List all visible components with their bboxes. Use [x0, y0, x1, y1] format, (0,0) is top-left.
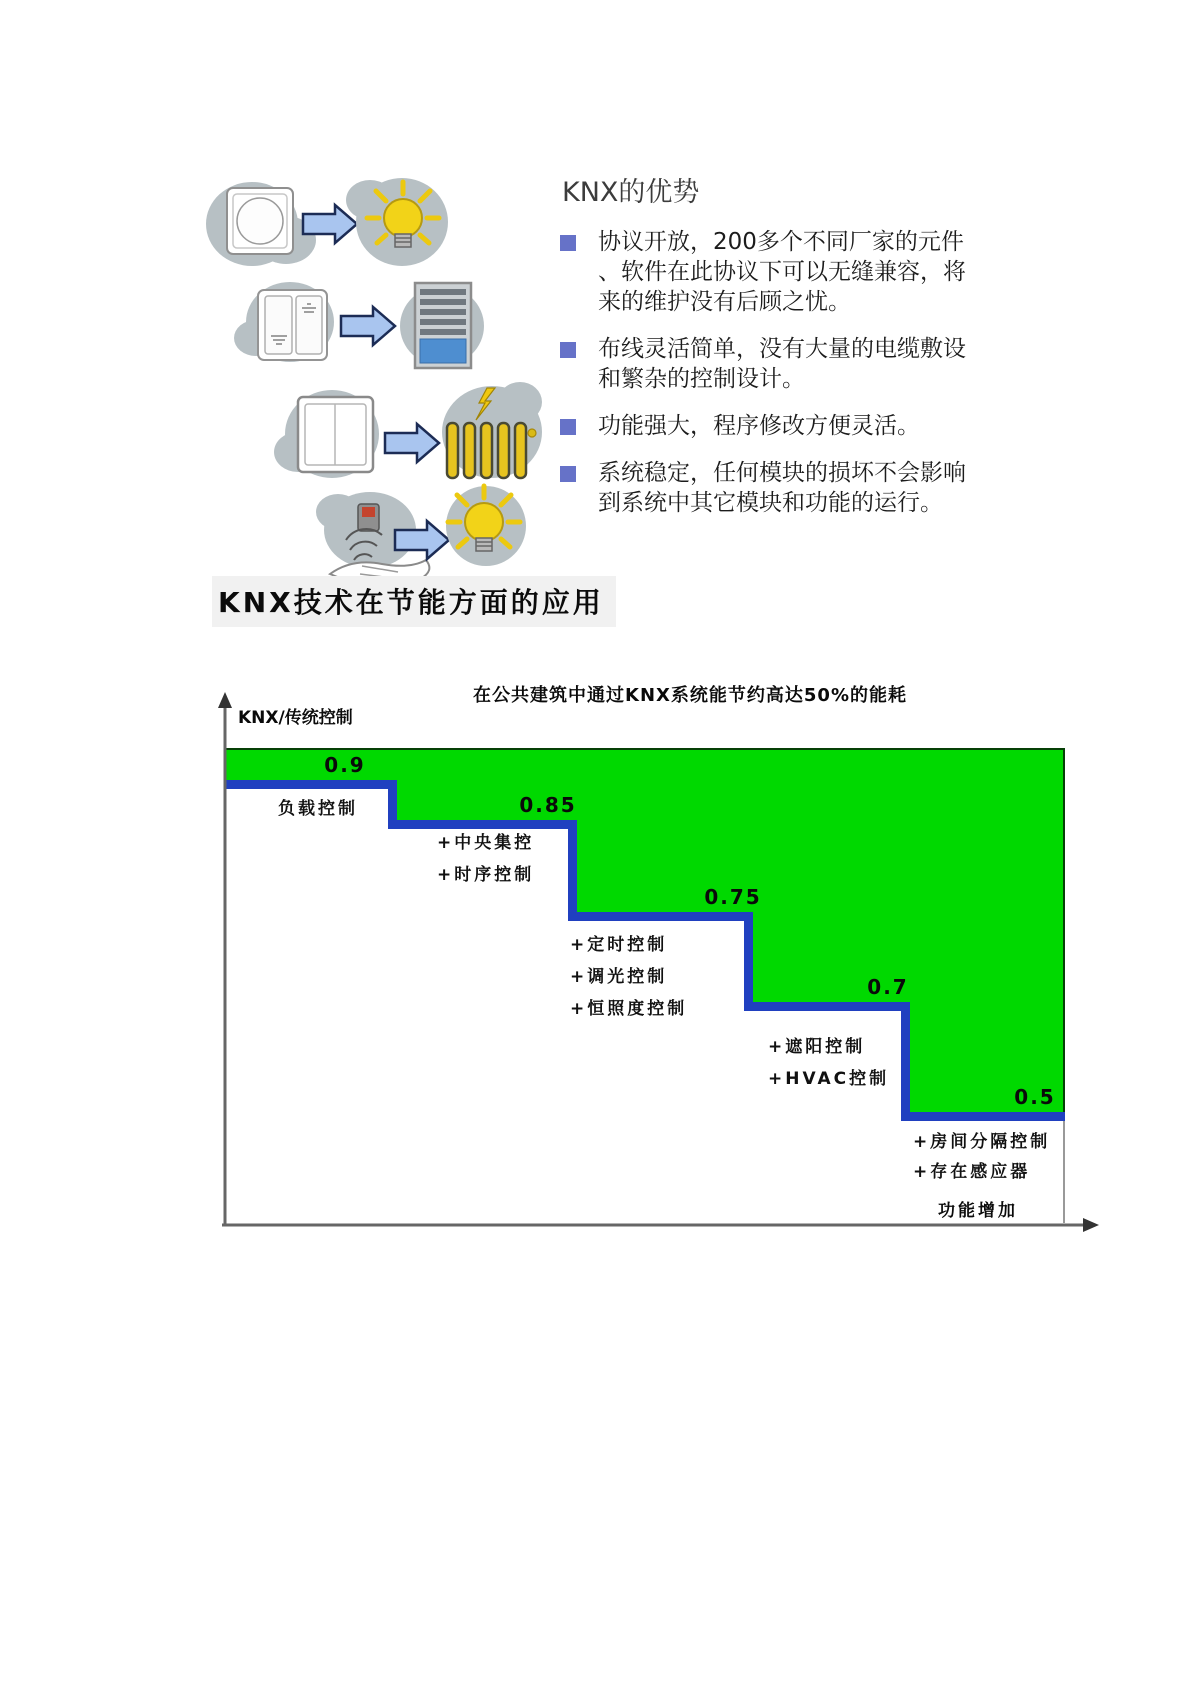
illustration-row — [234, 282, 484, 368]
bullet-line: 布线灵活简单，没有大量的电缆敷设 — [598, 336, 966, 362]
step-function-label: +房间分隔控制 — [913, 1132, 1051, 1152]
bullet-line: 系统稳定，任何模块的损坏不会影响 — [598, 460, 966, 486]
step-value-label: 0.85 — [519, 793, 577, 817]
advantages-block — [560, 170, 996, 535]
bullet-square-icon — [560, 235, 576, 251]
advantage-bullet — [560, 458, 996, 518]
y-axis-arrow-icon — [218, 692, 232, 708]
step-function-label: 负载控制 — [278, 799, 358, 819]
illustration-row — [274, 382, 542, 478]
step-function-label: +HVAC控制 — [768, 1069, 890, 1089]
bullet-line: 功能强大，程序修改方便灵活。 — [598, 413, 920, 439]
step-function-label: +恒照度控制 — [570, 999, 688, 1019]
advantages-title: KNX的优势 — [562, 177, 700, 208]
step-function-label: +时序控制 — [437, 865, 535, 885]
step-function-label: +定时控制 — [570, 935, 668, 955]
chart-title: 在公共建筑中通过KNX系统能节约高达50%的能耗 — [473, 685, 907, 706]
advantage-bullet — [560, 227, 996, 317]
bullet-square-icon — [560, 419, 576, 435]
energy-saving-chart — [0, 600, 1200, 1280]
step-function-label: +遮阳控制 — [768, 1037, 866, 1057]
step-value-label: 0.5 — [1014, 1085, 1056, 1109]
two-gang-switch-icon — [298, 397, 373, 472]
illustration-row — [206, 178, 448, 266]
y-axis-label: KNX/传统控制 — [238, 708, 353, 728]
x-axis-label: 功能增加 — [938, 1201, 1018, 1221]
step-value-label: 0.75 — [704, 885, 762, 909]
bullet-line: 来的维护没有后顾之忧。 — [598, 289, 851, 315]
step-value-label: 0.9 — [324, 753, 366, 777]
bullet-square-icon — [560, 466, 576, 482]
bullet-line: 到系统中其它模块和功能的运行。 — [598, 490, 943, 516]
step-value-label: 0.7 — [867, 975, 909, 999]
step-function-label: +中央集控 — [437, 833, 535, 853]
arrow-right-icon — [341, 307, 395, 345]
step-function-label: +存在感应器 — [913, 1162, 1031, 1182]
rocker-switch-icon — [258, 290, 327, 360]
bullet-line: 、软件在此协议下可以无缝兼容，将 — [598, 259, 966, 285]
step-function-label: +调光控制 — [570, 967, 668, 987]
bullet-line: 协议开放，200多个不同厂家的元件 — [598, 229, 964, 255]
illustration-panel — [180, 140, 560, 585]
advantage-bullet — [560, 411, 996, 441]
arrow-right-icon — [385, 424, 439, 462]
section-title: KNX技术在节能方面的应用 — [212, 576, 616, 627]
window-blind-icon — [415, 283, 471, 368]
bullet-square-icon — [560, 342, 576, 358]
dimmer-switch-icon — [227, 188, 293, 254]
advantage-bullet — [560, 334, 996, 394]
x-axis-arrow-icon — [1083, 1218, 1099, 1232]
bullet-line: 和繁杂的控制设计。 — [598, 366, 805, 392]
illustration-row — [316, 486, 526, 585]
